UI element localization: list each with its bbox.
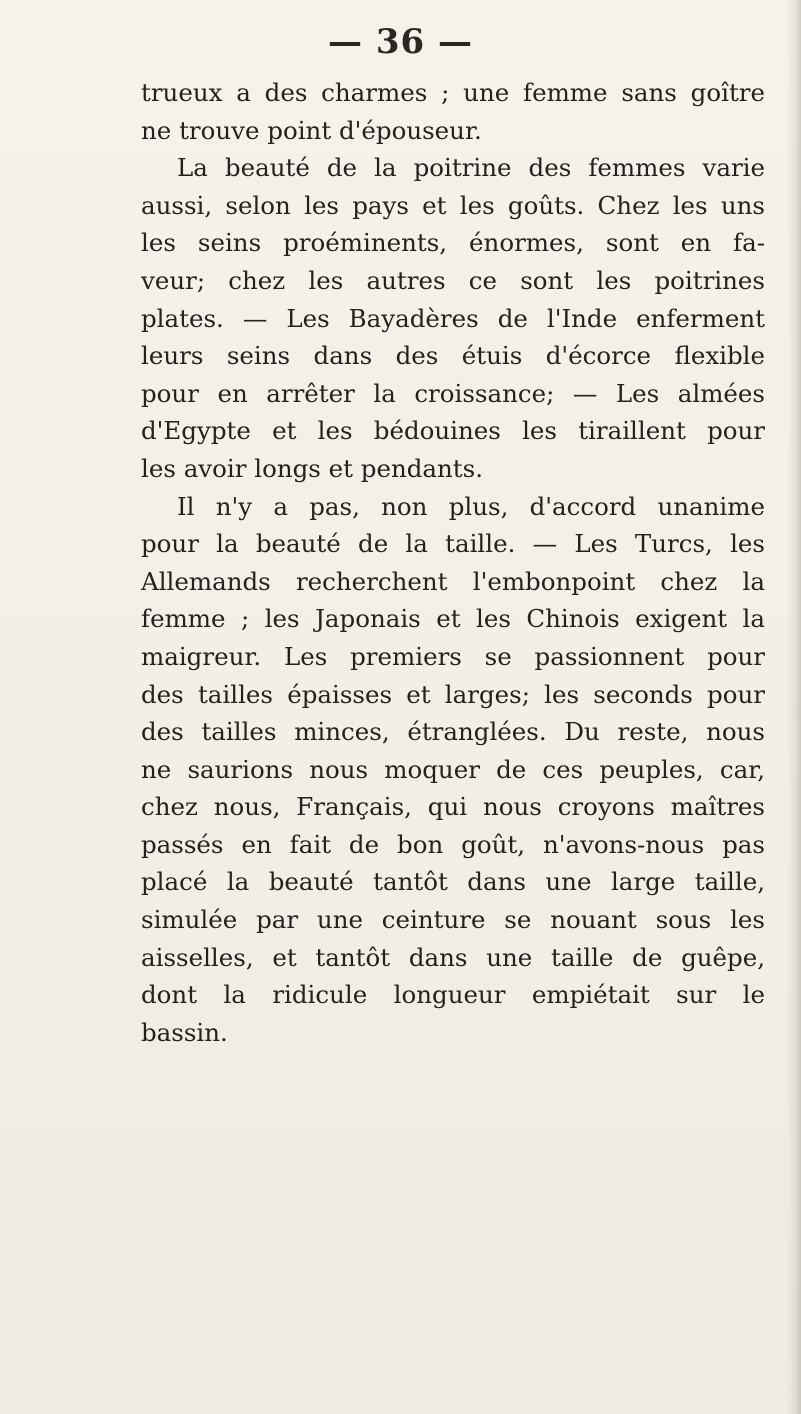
text-line: simulée par une ceinture se nouant sous les: [141, 905, 765, 935]
text-line: aisselles, et tantôt dans une taille de guêpe,: [141, 942, 765, 972]
page-number: — 36 —: [328, 22, 473, 62]
text-line: dont la ridicule longueur empiétait sur le: [141, 980, 765, 1010]
text-line: pour en arrêter la croissance; — Les almées: [141, 378, 765, 408]
text-line: les avoir longs et pendants.: [141, 453, 484, 483]
text-line: Il n'y a pas, non plus, d'accord unanime: [177, 491, 765, 521]
text-line: pour la beauté de la taille. — Les Turcs, les: [141, 529, 765, 559]
text-line: les seins proéminents, énormes, sont en fa-: [141, 228, 765, 258]
text-line: femme ; les Japonais et les Chinois exigent la: [141, 604, 765, 634]
text-line: ne saurions nous moquer de ces peuples, car,: [141, 754, 765, 784]
page-edge-shadow: [787, 0, 801, 1414]
text-line: leurs seins dans des étuis d'écorce flexible: [141, 341, 765, 371]
text-line: maigreur. Les premiers se passionnent pour: [141, 641, 765, 671]
text-line: des tailles minces, étranglées. Du reste, nous: [141, 717, 765, 747]
text-line: trueux a des charmes ; une femme sans goître: [141, 78, 765, 107]
text-body: [141, 74, 765, 1051]
text-line: veur; chez les autres ce sont les poitrines: [141, 265, 765, 295]
text-line: chez nous, Français, qui nous croyons maîtres: [141, 792, 765, 822]
text-line: plates. — Les Bayadères de l'Inde enferment: [141, 303, 765, 333]
text-line: ne trouve point d'épouseur.: [141, 115, 482, 145]
text-line: passés en fait de bon goût, n'avons-nous pas: [141, 829, 765, 859]
text-line: aussi, selon les pays et les goûts. Chez les uns: [141, 190, 765, 220]
text-line: d'Egypte et les bédouines les tiraillent pour: [141, 416, 765, 446]
text-line: Allemands recherchent l'embonpoint chez la: [141, 566, 765, 596]
text-line: bassin.: [141, 1017, 228, 1047]
text-line: placé la beauté tantôt dans une large taille,: [141, 867, 765, 897]
text-line: La beauté de la poitrine des femmes varie: [177, 153, 765, 183]
text-line: des tailles épaisses et larges; les seconds pour: [141, 679, 765, 709]
